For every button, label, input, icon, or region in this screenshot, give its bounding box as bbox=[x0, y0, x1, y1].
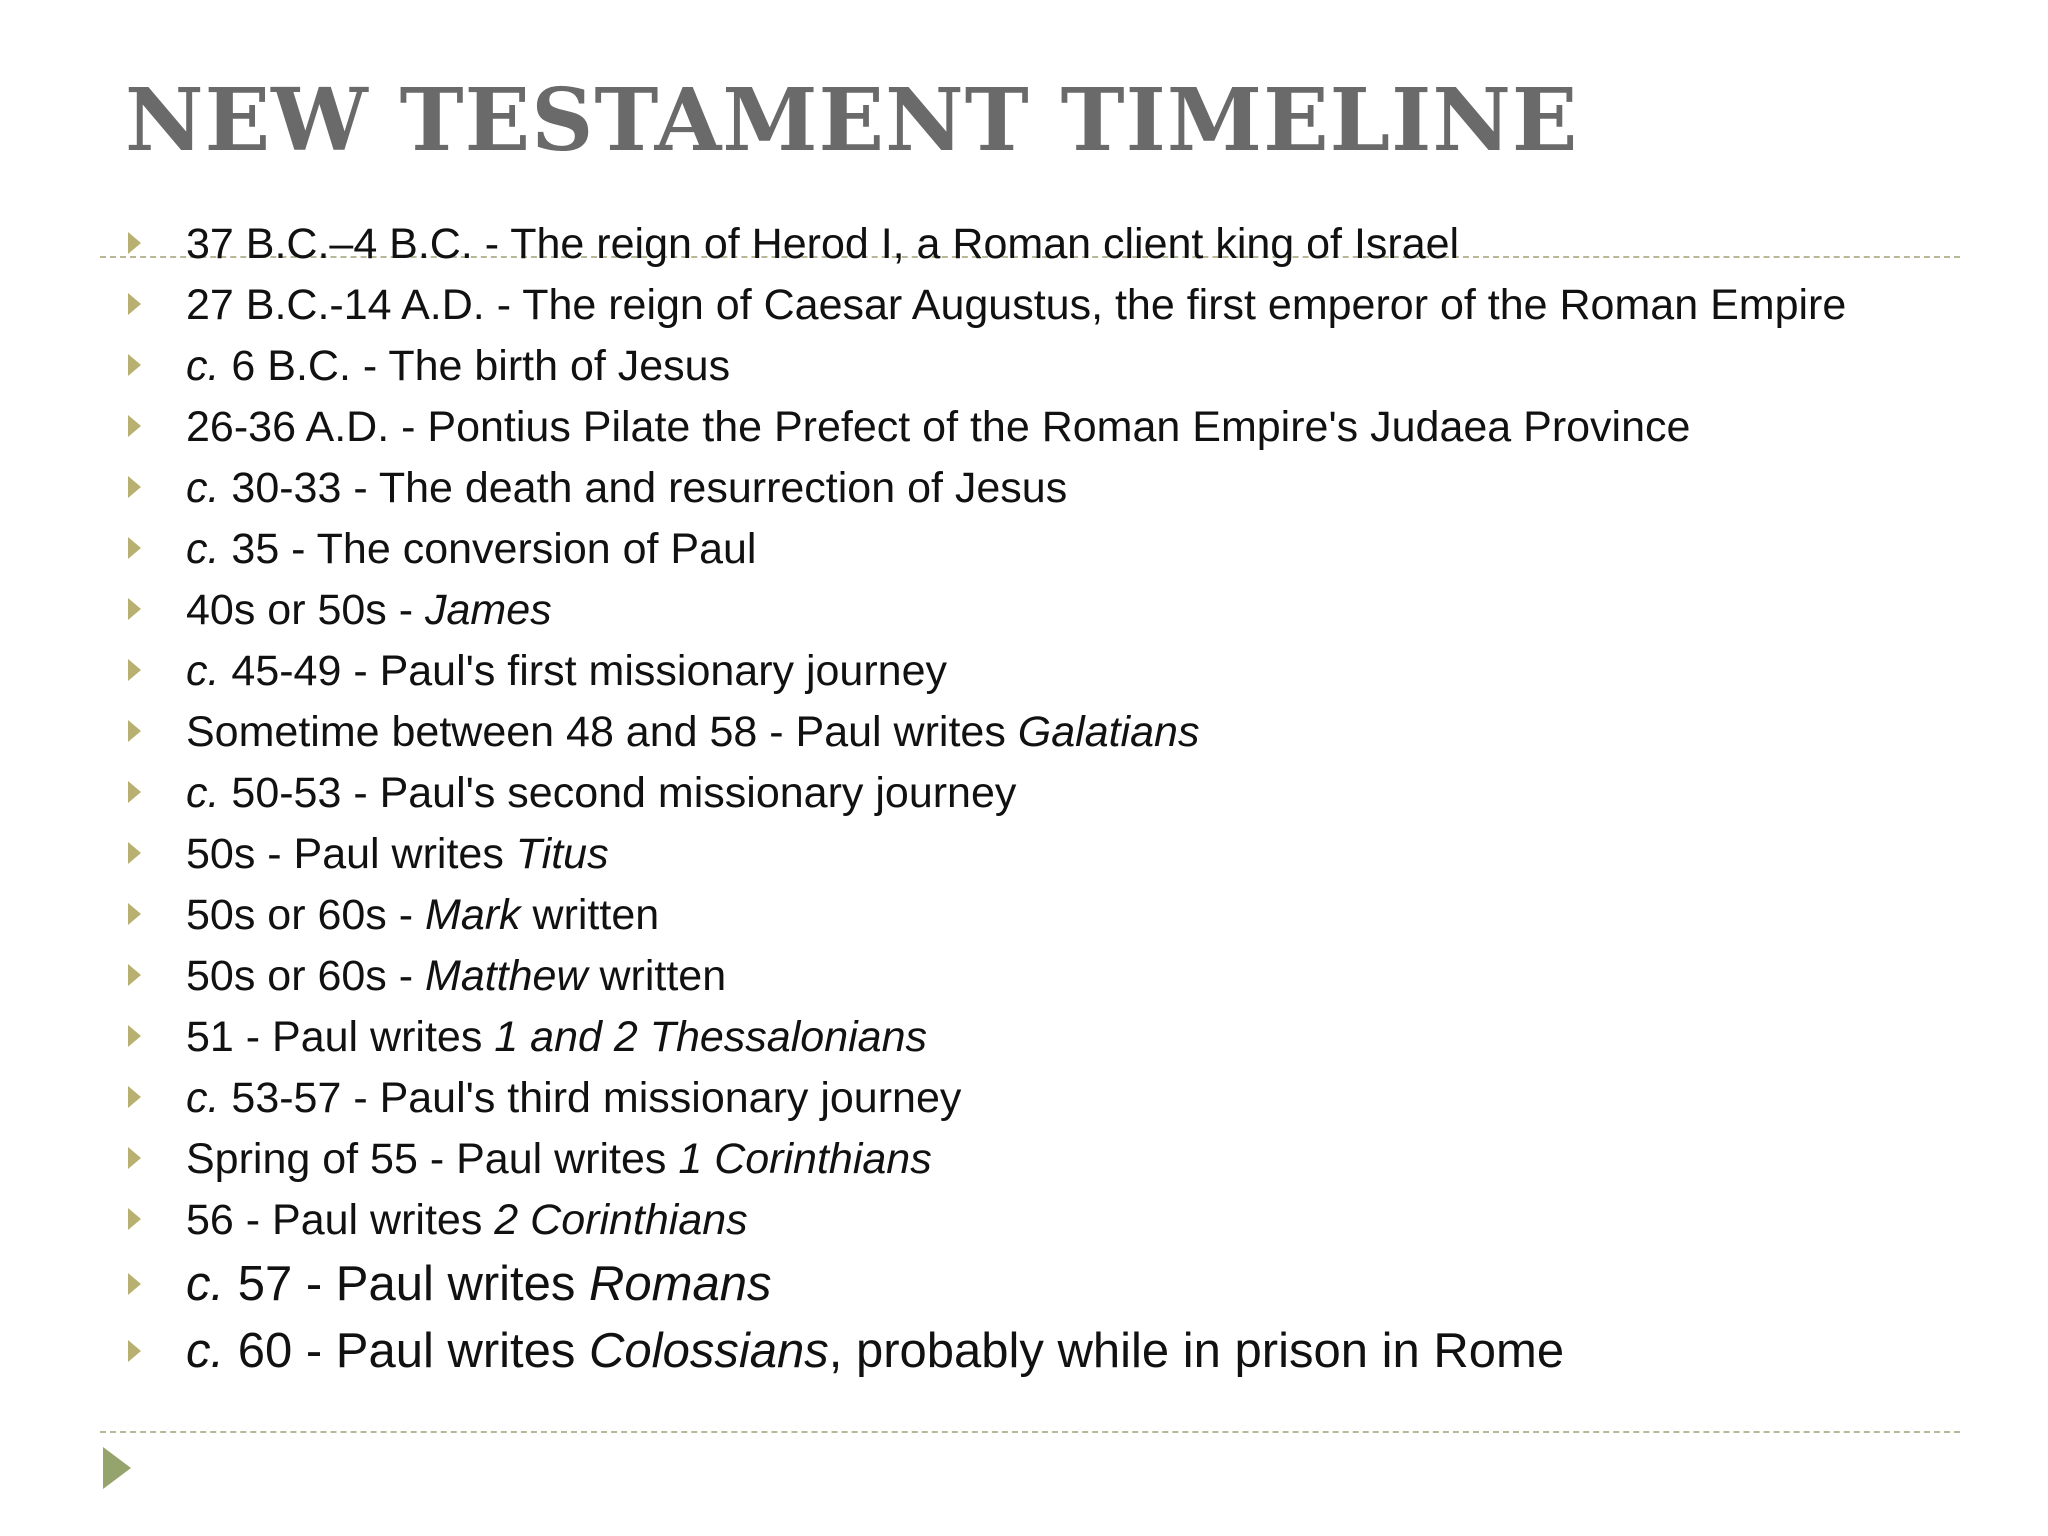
timeline-item-text: 50-53 - Paul's second missionary journey bbox=[219, 769, 1017, 817]
triangle-bullet-icon bbox=[128, 1147, 141, 1169]
triangle-bullet-icon bbox=[128, 598, 141, 620]
triangle-bullet-icon bbox=[128, 1208, 141, 1230]
timeline-item bbox=[0, 464, 2048, 512]
timeline-item-text: 30-33 - The death and resurrection of Jesus bbox=[219, 464, 1068, 512]
timeline-item-italic-text: c. bbox=[186, 1324, 225, 1378]
timeline-item bbox=[0, 769, 2048, 817]
timeline-item-text: 37 B.C.–4 B.C. - The reign of Herod I, a Roman client king of Israel bbox=[186, 220, 1460, 268]
timeline-item bbox=[0, 1074, 2048, 1122]
triangle-bullet-icon bbox=[128, 476, 141, 498]
timeline-item bbox=[0, 830, 2048, 878]
timeline-item bbox=[0, 891, 2048, 939]
timeline-item bbox=[0, 1196, 2048, 1244]
timeline-item-text: , probably while in prison in Rome bbox=[828, 1324, 1565, 1378]
timeline-item-text: 40s or 50s - bbox=[186, 586, 425, 634]
timeline-item-text: 27 B.C.-14 A.D. - The reign of Caesar Augustus, the first emperor of the Roman Empire bbox=[186, 281, 1847, 329]
timeline-item bbox=[0, 281, 2048, 329]
timeline-item-italic-text: James bbox=[425, 586, 552, 634]
triangle-bullet-icon bbox=[128, 1025, 141, 1047]
triangle-bullet-icon bbox=[128, 842, 141, 864]
timeline-item-text: 35 - The conversion of Paul bbox=[219, 525, 757, 573]
triangle-bullet-icon bbox=[128, 232, 141, 254]
triangle-bullet-icon bbox=[128, 903, 141, 925]
timeline-item-text: 45-49 - Paul's first missionary journey bbox=[219, 647, 947, 695]
timeline-item-text: 57 - Paul writes bbox=[224, 1257, 590, 1311]
timeline-item-italic-text: c. bbox=[186, 464, 220, 512]
timeline-item bbox=[0, 708, 2048, 756]
timeline-item-italic-text: c. bbox=[186, 769, 220, 817]
triangle-bullet-icon bbox=[128, 537, 141, 559]
timeline-item-text: written bbox=[587, 952, 727, 1000]
play-triangle-icon bbox=[103, 1447, 131, 1489]
timeline-item-italic-text: 1 and 2 Thessalonians bbox=[494, 1013, 927, 1061]
timeline-item-italic-text: Colossians bbox=[589, 1324, 829, 1378]
timeline-item-text: 26-36 A.D. - Pontius Pilate the Prefect of the Roman Empire's Judaea Province bbox=[186, 403, 1691, 451]
timeline-item bbox=[0, 403, 2048, 451]
timeline-item-italic-text: Titus bbox=[515, 830, 609, 878]
timeline-item-text: 6 B.C. - The birth of Jesus bbox=[219, 342, 731, 390]
timeline-item-italic-text: c. bbox=[186, 525, 220, 573]
timeline-item-italic-text: 1 Corinthians bbox=[678, 1135, 932, 1183]
triangle-bullet-icon bbox=[128, 964, 141, 986]
triangle-bullet-icon bbox=[128, 1340, 141, 1362]
triangle-bullet-icon bbox=[128, 1086, 141, 1108]
bottom-dashed-divider bbox=[100, 1431, 1960, 1433]
timeline-item-text: Sometime between 48 and 58 - Paul writes bbox=[186, 708, 1018, 756]
timeline-item bbox=[0, 342, 2048, 390]
timeline-item-italic-text: 2 Corinthians bbox=[494, 1196, 748, 1244]
timeline-item bbox=[0, 1324, 2048, 1378]
triangle-bullet-icon bbox=[128, 415, 141, 437]
timeline-item-italic-text: Matthew bbox=[425, 952, 588, 1000]
triangle-bullet-icon bbox=[128, 354, 141, 376]
timeline-item bbox=[0, 1257, 2048, 1311]
triangle-bullet-icon bbox=[128, 659, 141, 681]
timeline-item bbox=[0, 1013, 2048, 1061]
triangle-bullet-icon bbox=[128, 720, 141, 742]
timeline-item-italic-text: Romans bbox=[589, 1257, 772, 1311]
timeline-item bbox=[0, 1135, 2048, 1183]
timeline-item-text: 60 - Paul writes bbox=[224, 1324, 590, 1378]
timeline-item-italic-text: c. bbox=[186, 647, 220, 695]
triangle-bullet-icon bbox=[128, 293, 141, 315]
timeline-item-text: 53-57 - Paul's third missionary journey bbox=[219, 1074, 962, 1122]
timeline-item-italic-text: c. bbox=[186, 1257, 225, 1311]
timeline-item bbox=[0, 647, 2048, 695]
slide-title: NEW TESTAMENT TIMELINE bbox=[125, 70, 1579, 171]
timeline-item bbox=[0, 525, 2048, 573]
timeline-item-text: 50s or 60s - bbox=[186, 891, 425, 939]
timeline-list bbox=[0, 220, 2048, 1394]
triangle-bullet-icon bbox=[128, 781, 141, 803]
timeline-item-italic-text: Galatians bbox=[1017, 708, 1200, 756]
timeline-item bbox=[0, 586, 2048, 634]
timeline-item-text: Spring of 55 - Paul writes bbox=[186, 1135, 679, 1183]
timeline-item-text: 51 - Paul writes bbox=[186, 1013, 495, 1061]
timeline-item-italic-text: c. bbox=[186, 1074, 220, 1122]
timeline-item-text: written bbox=[520, 891, 660, 939]
timeline-item-italic-text: c. bbox=[186, 342, 220, 390]
timeline-item-text: 50s - Paul writes bbox=[186, 830, 516, 878]
timeline-item-text: 50s or 60s - bbox=[186, 952, 425, 1000]
triangle-bullet-icon bbox=[128, 1273, 141, 1295]
timeline-item bbox=[0, 220, 2048, 268]
timeline-item-text: 56 - Paul writes bbox=[186, 1196, 495, 1244]
timeline-item-italic-text: Mark bbox=[425, 891, 521, 939]
timeline-item bbox=[0, 952, 2048, 1000]
